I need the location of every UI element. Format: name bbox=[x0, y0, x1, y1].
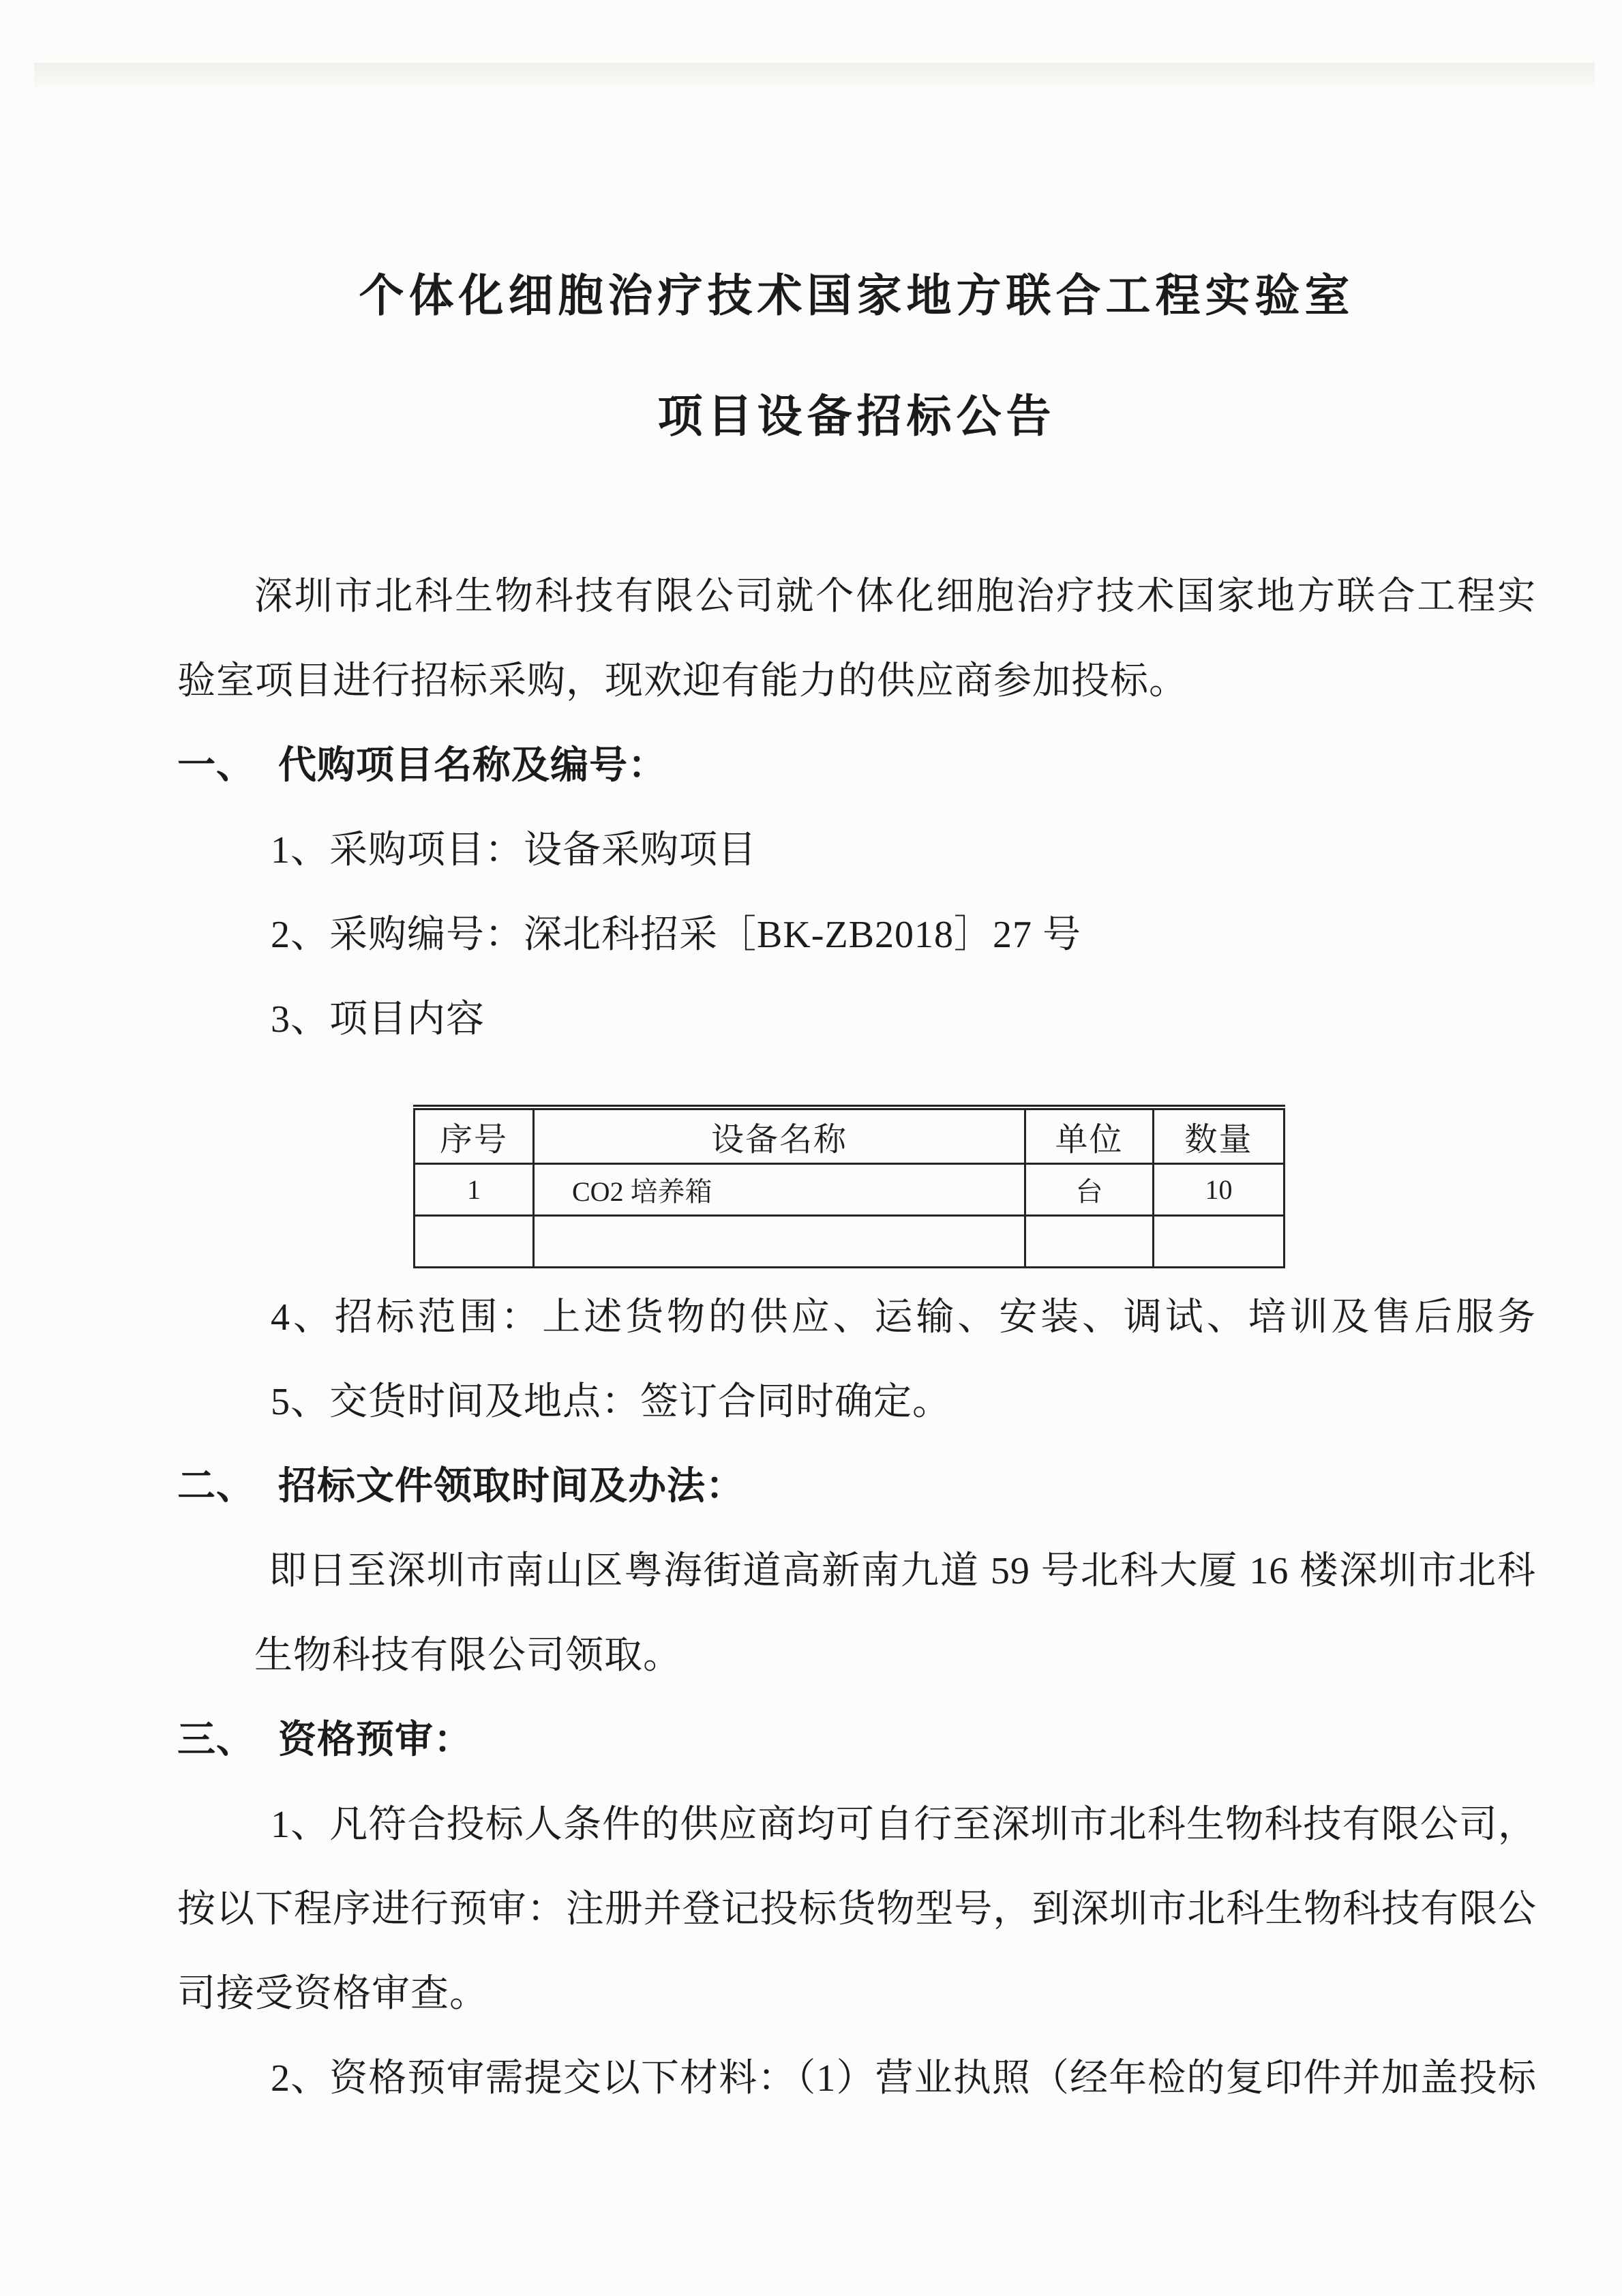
table-header-unit: 单位 bbox=[1025, 1107, 1154, 1164]
section-3-heading bbox=[177, 1698, 1536, 1783]
doc-title-line1: 个体化细胞治疗技术国家地方联合工程实验室 bbox=[359, 270, 1355, 320]
doc-title-line2: 项目设备招标公告 bbox=[657, 391, 1056, 441]
section-1-heading bbox=[177, 724, 1536, 808]
section-1-item-3: 3、项目内容 bbox=[271, 998, 485, 1041]
table-cell-seq bbox=[415, 1216, 534, 1268]
table-header-seq: 序号 bbox=[415, 1107, 534, 1164]
table-cell-name bbox=[534, 1216, 1025, 1268]
section-3-line-1: 1、凡符合投标人条件的供应商均可自行至深圳市北科生物科技有限公司， bbox=[271, 1804, 1536, 1846]
section-2-heading bbox=[177, 1444, 1536, 1529]
equipment-table-wrapper bbox=[413, 1105, 1283, 1268]
table-cell-unit: 台 bbox=[1025, 1164, 1154, 1216]
section-2-number: 二、 bbox=[177, 1465, 255, 1508]
section-1-number: 一、 bbox=[177, 745, 255, 787]
intro-line-1: 深圳市北科生物科技有限公司就个体化细胞治疗技术国家地方联合工程实 bbox=[254, 576, 1536, 618]
section-2-line-1: 即日至深圳市南山区粤海街道高新南九道 59 号北科大厦 16 楼深圳市北科 bbox=[269, 1550, 1536, 1592]
section-3-line-4: 2、资格预审需提交以下材料：（1）营业执照（经年检的复印件并加盖投标 bbox=[271, 2057, 1536, 2100]
section-2-line-2: 生物科技有限公司领取。 bbox=[254, 1635, 682, 1677]
document-content bbox=[177, 0, 1536, 2121]
section-2-title: 招标文件领取时间及办法： bbox=[278, 1465, 745, 1508]
table-cell-unit bbox=[1025, 1216, 1154, 1268]
table-row bbox=[415, 1164, 1285, 1216]
table-cell-qty: 10 bbox=[1154, 1164, 1285, 1216]
section-3-line-3: 司接受资格审查。 bbox=[177, 1973, 488, 2015]
table-cell-name: CO2 培养箱 bbox=[534, 1164, 1025, 1216]
table-header-name: 设备名称 bbox=[534, 1107, 1025, 1164]
section-1-item-4: 4、招标范围：上述货物的供应、运输、安装、调试、培训及售后服务 bbox=[271, 1296, 1536, 1339]
equipment-table bbox=[413, 1105, 1285, 1268]
table-cell-seq: 1 bbox=[415, 1164, 534, 1216]
section-1-item-1: 1、采购项目：设备采购项目 bbox=[271, 829, 757, 871]
section-1-item-5: 5、交货时间及地点：签订合同时确定。 bbox=[271, 1381, 951, 1423]
table-row bbox=[415, 1216, 1285, 1268]
section-1-title: 代购项目名称及编号： bbox=[278, 745, 667, 787]
table-cell-qty bbox=[1154, 1216, 1285, 1268]
table-header-row bbox=[415, 1107, 1285, 1164]
table-header-qty: 数量 bbox=[1154, 1107, 1285, 1164]
section-1-item-2: 2、采购编号：深北科招采［BK-ZB2018］27 号 bbox=[271, 914, 1081, 956]
section-3-title: 资格预审： bbox=[278, 1719, 472, 1761]
section-3-number: 三、 bbox=[177, 1719, 255, 1761]
section-3-line-2: 按以下程序进行预审：注册并登记投标货物型号，到深圳市北科生物科技有限公 bbox=[177, 1888, 1536, 1930]
intro-line-2: 验室项目进行招标采购，现欢迎有能力的供应商参加投标。 bbox=[177, 660, 1188, 702]
